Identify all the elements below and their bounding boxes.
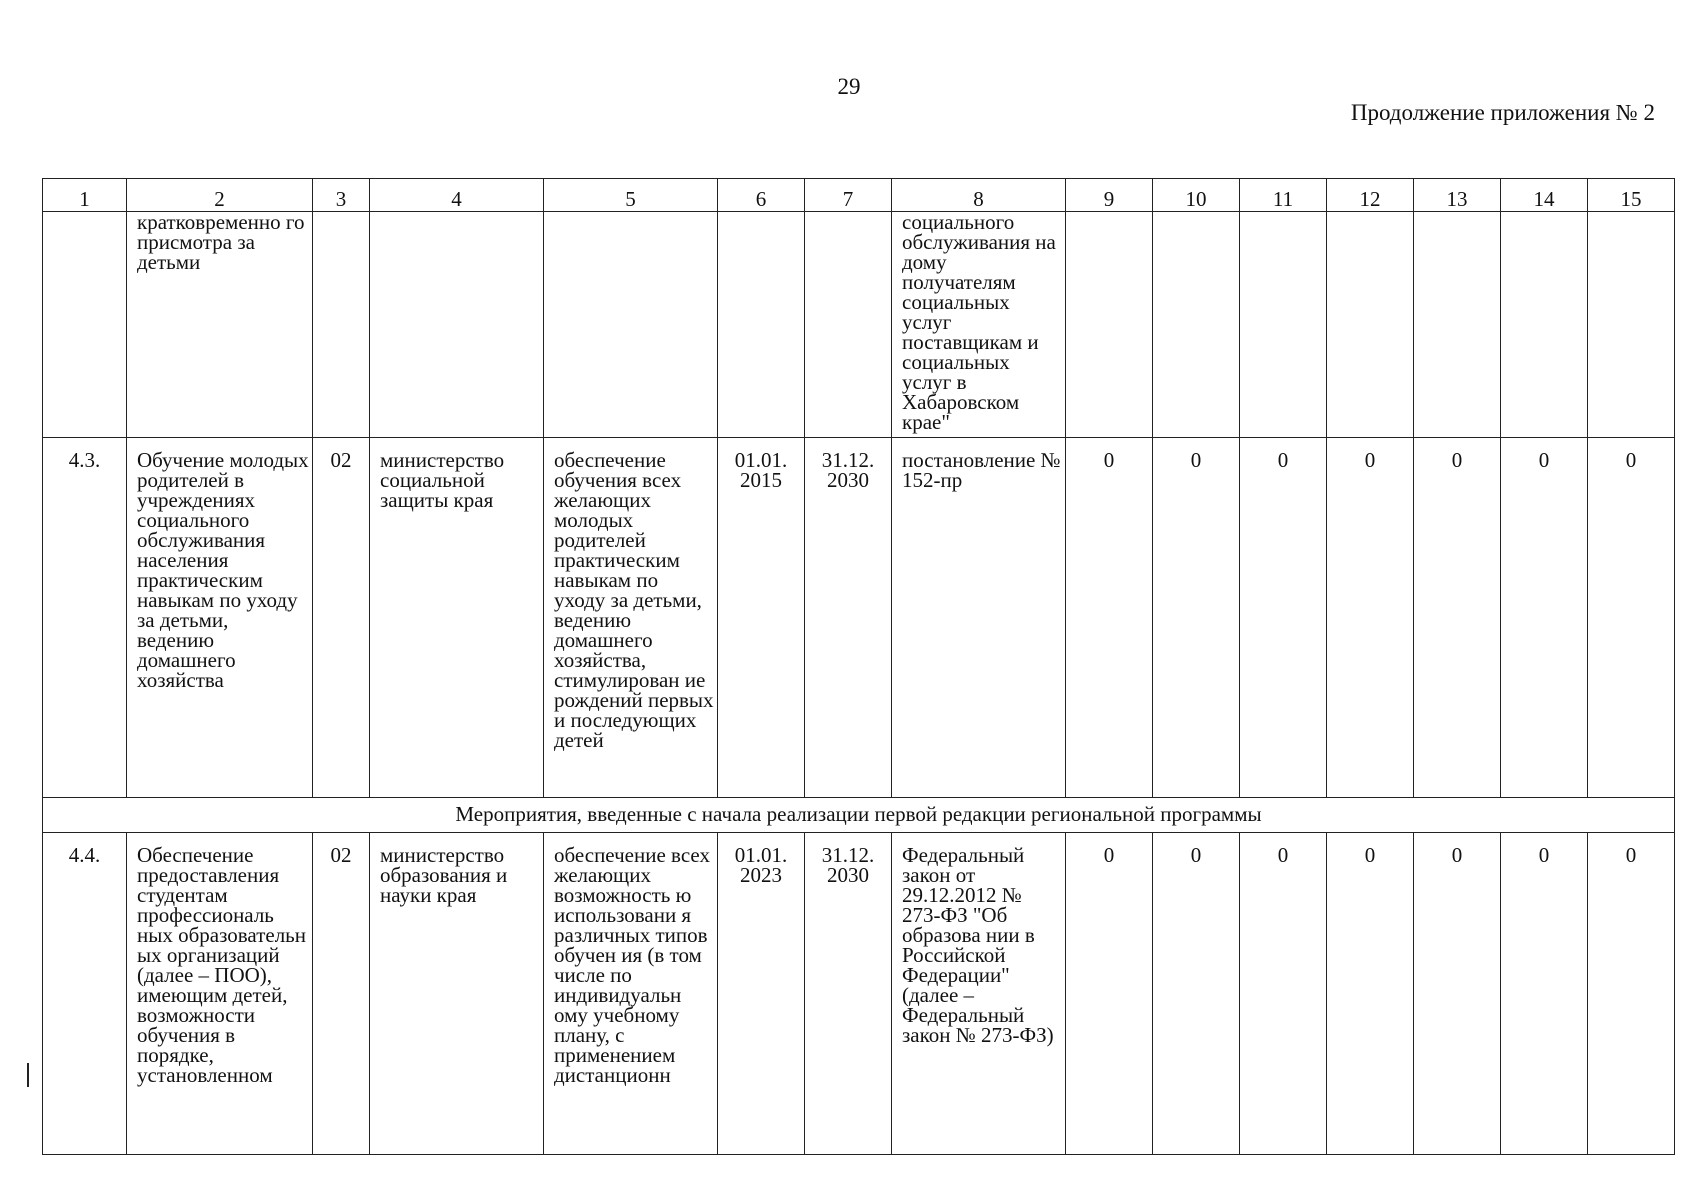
column-number: 13 — [1414, 179, 1501, 212]
cell-result: обеспечение обучения всех желающих молодых родителей практическим навыкам по уходу за детьми, ведению домашнего хозяйства, стимулирован ие рождений первых и последующих детей — [544, 438, 718, 798]
column-number: 4 — [370, 179, 544, 212]
cell-empty — [1153, 212, 1240, 438]
cell-start-date: 01.01. 2023 — [718, 833, 805, 1155]
cell-value: 0 — [1414, 833, 1501, 1155]
cell-empty — [805, 212, 892, 438]
cell-start-date: 01.01. 2015 — [718, 438, 805, 798]
cell-item-number: 4.4. — [43, 833, 127, 1155]
column-number: 3 — [313, 179, 370, 212]
table-row-4-3 — [43, 438, 1675, 798]
cell-empty — [1240, 212, 1327, 438]
cell-value: 0 — [1588, 833, 1675, 1155]
column-number: 8 — [892, 179, 1066, 212]
continuation-label: Продолжение приложения № 2 — [1350, 100, 1655, 125]
table-row-4-4 — [43, 833, 1675, 1155]
column-number: 15 — [1588, 179, 1675, 212]
page-number: 29 — [837, 74, 861, 99]
cell-value: 0 — [1153, 438, 1240, 798]
cell-measure-name: Обучение молодых родителей в учреждениях социального обслуживания населения практическим навыкам по уходу за детьми, ведению домашнего хозяйства — [127, 438, 313, 798]
cell-value: 0 — [1501, 833, 1588, 1155]
cell-value: 0 — [1240, 833, 1327, 1155]
column-number: 1 — [43, 179, 127, 212]
cell-legal-basis: Федеральный закон от 29.12.2012 № 273-ФЗ "Об образова нии в Российской Федерации" (далее – Федеральный закон № 273-ФЗ) — [892, 833, 1066, 1155]
cell-empty — [370, 212, 544, 438]
table-row-continued — [43, 212, 1675, 438]
cell-value: 0 — [1588, 438, 1675, 798]
cell-legal-basis: постановление № 152-пр — [892, 438, 1066, 798]
cell-empty — [1066, 212, 1153, 438]
cell-measure-name: Обеспечение предоставления студентам профессиональ ных образовательн ых организаций (далее – ПОО), имеющим детей, возможности обучения в порядке, установленном — [127, 833, 313, 1155]
column-number-row — [43, 179, 1675, 212]
cell-value: 0 — [1066, 833, 1153, 1155]
cell-executor: министерство образования и науки края — [370, 833, 544, 1155]
cell-empty — [1501, 212, 1588, 438]
cell-executor: министерство социальной защиты края — [370, 438, 544, 798]
cell-item-number: 4.3. — [43, 438, 127, 798]
cell-value: 0 — [1327, 438, 1414, 798]
cell-empty — [1414, 212, 1501, 438]
cell-value: 0 — [1066, 438, 1153, 798]
section-heading: Мероприятия, введенные с начала реализации первой редакции региональной программы — [43, 798, 1675, 833]
cell-value: 0 — [1414, 438, 1501, 798]
column-number: 6 — [718, 179, 805, 212]
cell-empty — [718, 212, 805, 438]
section-heading-row — [43, 798, 1675, 833]
column-number: 2 — [127, 179, 313, 212]
cell-empty — [544, 212, 718, 438]
cell-empty — [1588, 212, 1675, 438]
cell-value: 0 — [1501, 438, 1588, 798]
cell-value: 0 — [1153, 833, 1240, 1155]
cell-end-date: 31.12. 2030 — [805, 833, 892, 1155]
program-table — [42, 178, 1675, 1155]
column-number: 11 — [1240, 179, 1327, 212]
cell-value: 0 — [1327, 833, 1414, 1155]
cell-empty — [313, 212, 370, 438]
cell-measure-name: кратковременно го присмотра за детьми — [127, 212, 313, 438]
cell-empty — [43, 212, 127, 438]
column-number: 5 — [544, 179, 718, 212]
cell-code: 02 — [313, 438, 370, 798]
column-number: 7 — [805, 179, 892, 212]
column-number: 9 — [1066, 179, 1153, 212]
column-number: 12 — [1327, 179, 1414, 212]
margin-mark — [27, 1063, 29, 1087]
cell-end-date: 31.12. 2030 — [805, 438, 892, 798]
column-number: 14 — [1501, 179, 1588, 212]
cell-empty — [1327, 212, 1414, 438]
column-number: 10 — [1153, 179, 1240, 212]
cell-result: обеспечение всех желающих возможность ю использовани я различных типов обучен ия (в том числе по индивидуальн ому учебному плану, с применением дистанционн — [544, 833, 718, 1155]
cell-legal-basis: социального обслуживания на дому получателям социальных услуг поставщикам и социальных услуг в Хабаровском крае" — [892, 212, 1066, 438]
cell-value: 0 — [1240, 438, 1327, 798]
cell-code: 02 — [313, 833, 370, 1155]
